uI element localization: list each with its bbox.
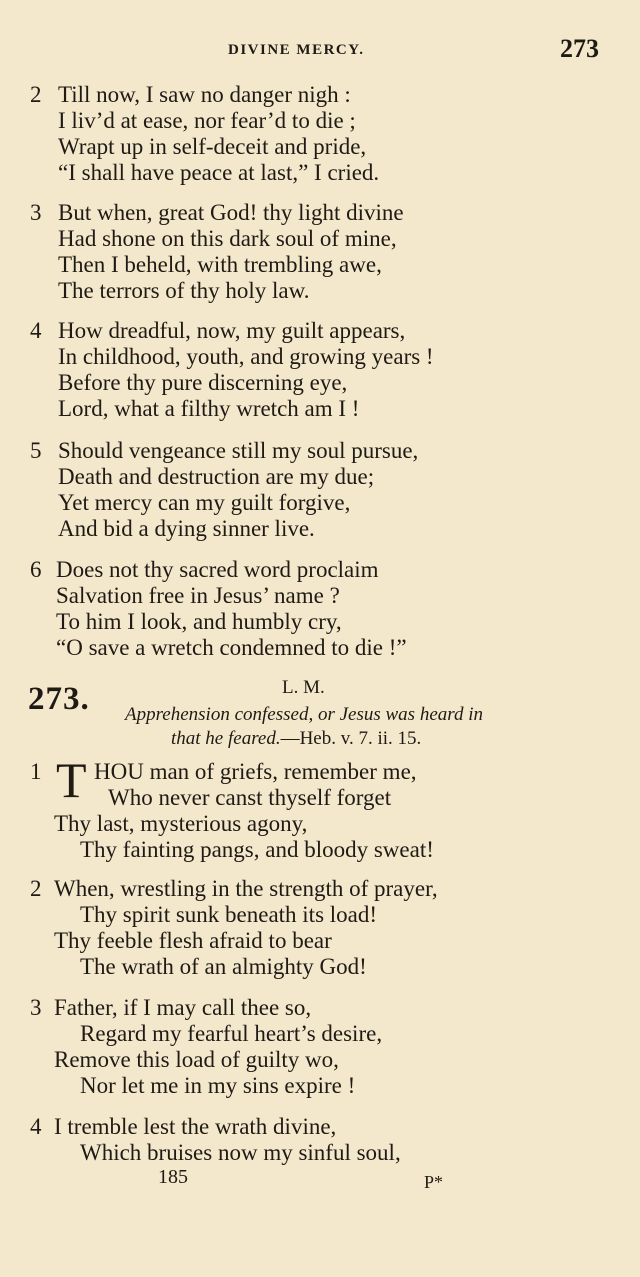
stanza-number: 6: [30, 557, 42, 582]
verse-line: Then I beheld, with trembling awe,: [58, 252, 382, 277]
verse-line: Remove this load of guilty wo,: [54, 1047, 339, 1072]
stanza-number: 3: [30, 995, 42, 1020]
hymn-subtitle-continued: [171, 728, 421, 750]
verse-line: Salvation free in Jesus’ name ?: [56, 583, 340, 608]
page-number: 273: [560, 34, 599, 63]
verse-line: Father, if I may call thee so,: [54, 995, 312, 1020]
verse-line: Death and destruction are my due;: [58, 464, 375, 489]
hymn-number: 273.: [28, 681, 90, 717]
verse-line: Should vengeance still my soul pursue,: [58, 438, 419, 463]
verse-line: In childhood, youth, and growing years !: [58, 344, 434, 369]
verse-line: Regard my fearful heart’s desire,: [80, 1021, 383, 1046]
running-head: [0, 34, 640, 70]
verse-line: Nor let me in my sins expire !: [80, 1073, 356, 1098]
stanza-number: 2: [30, 82, 42, 107]
signature-mark: P*: [424, 1172, 444, 1192]
verse-line: Thy feeble flesh afraid to bear: [54, 928, 332, 953]
signature-number: 185: [158, 1166, 188, 1188]
stanza-number: 2: [30, 876, 42, 901]
verse-line: To him I look, and humbly cry,: [56, 609, 342, 634]
stanza-number: 5: [30, 438, 42, 463]
verse-line: HOU man of griefs, remember me,: [94, 759, 417, 784]
verse-line: The terrors of thy holy law.: [58, 278, 310, 303]
verse-line: Wrapt up in self-deceit and pride,: [58, 134, 367, 159]
verse-line: Lord, what a filthy wretch am I !: [58, 396, 360, 421]
drop-cap: T: [56, 752, 87, 808]
hymn-subtitle: Apprehension confessed, or Jesus was heard in: [125, 704, 483, 725]
verse-line: Does not thy sacred word proclaim: [56, 557, 379, 582]
hymn-meter: L. M.: [282, 677, 325, 698]
stanza-number: 4: [30, 318, 42, 343]
verse-line: I liv’d at ease, nor fear’d to die ;: [58, 108, 356, 133]
verse-line: “O save a wretch condemned to die !”: [56, 635, 407, 660]
verse-line: Had shone on this dark soul of mine,: [58, 226, 397, 251]
verse-line: The wrath of an almighty God!: [80, 954, 367, 979]
verse-line: Before thy pure discerning eye,: [58, 370, 348, 395]
verse-line: Which bruises now my sinful soul,: [80, 1140, 401, 1165]
stanza-number: 1: [30, 759, 42, 784]
verse-line: Thy spirit sunk beneath its load!: [80, 902, 378, 927]
verse-line: And bid a dying sinner live.: [58, 516, 315, 541]
verse-line: Thy last, mysterious agony,: [54, 811, 308, 836]
verse-line: How dreadful, now, my guilt appears,: [58, 318, 406, 343]
verse-line: But when, great God! thy light divine: [58, 200, 404, 225]
verse-line: “I shall have peace at last,” I cried.: [58, 160, 380, 185]
running-title: DIVINE MERCY.: [228, 42, 365, 58]
verse-line: Thy fainting pangs, and bloody sweat!: [80, 837, 434, 862]
stanza-number: 3: [30, 200, 42, 225]
scripture-reference: —Heb. v. 7. ii. 15.: [280, 728, 422, 749]
subtitle-italic: that he feared.: [171, 728, 281, 749]
stanza-number: 4: [30, 1114, 42, 1139]
verse-line: Yet mercy can my guilt forgive,: [58, 490, 351, 515]
verse-line: Till now, I saw no danger nigh :: [58, 82, 351, 107]
verse-line: I tremble lest the wrath divine,: [54, 1114, 337, 1139]
verse-line: When, wrestling in the strength of prayer,: [54, 876, 438, 901]
verse-line: Who never canst thyself forget: [108, 785, 392, 810]
